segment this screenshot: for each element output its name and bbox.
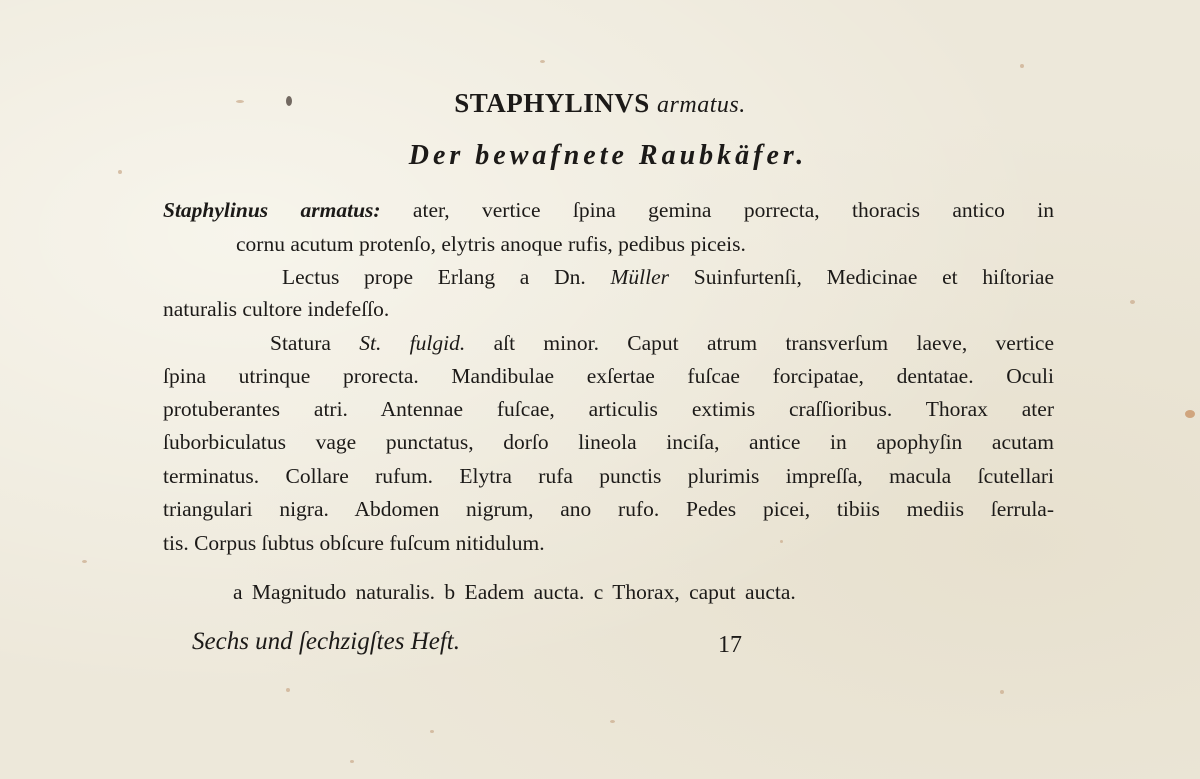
locality-line-2: naturalis cultore indefeſſo. [163, 297, 390, 321]
figure-legend: a Magnitudo naturalis. b Eadem aucta. c Thorax, caput aucta. [233, 580, 796, 604]
collector-name: Müller [610, 265, 670, 289]
german-title: Der bewafnete Raubkäfer. [408, 140, 808, 171]
description-line: ſuborbiculatus vage punctatus, dorſo lineola inciſa, antice in apophyſin acutam [163, 430, 1054, 454]
sheet-number: 17 [718, 632, 742, 658]
description-text-start: Statura [270, 331, 331, 355]
paper-speck [286, 688, 290, 692]
diagnosis-line-2: cornu acutum protenſo, elytris anoque rufis, pedibus piceis. [236, 232, 746, 256]
description-line: terminatus. Collare rufum. Elytra rufa punctis plurimis impreſſa, macula ſcutellari [163, 464, 1054, 488]
paper-speck [540, 60, 545, 63]
paper-speck [1130, 300, 1135, 304]
description-line: ſpina utrinque prorecta. Mandibulae exſertae fuſcae forcipatae, dentatae. Oculi [163, 364, 1054, 388]
paper-speck [82, 560, 87, 563]
locality-text-end: Suinfurtenſi, Medicinae et hiſtoriae [693, 265, 1055, 289]
paper-speck [1020, 64, 1024, 68]
diagnosis-text: ater, vertice ſpina gemina porrecta, thoracis antico in [412, 198, 1054, 222]
diagnosis-line-1 [163, 198, 1054, 223]
description-line: triangulari nigra. Abdomen nigrum, ano rufo. Pedes picei, tibiis mediis ſerrula- [163, 497, 1054, 521]
paper-speck [350, 760, 354, 763]
locality-text-start: Lectus prope Erlang a Dn. [282, 265, 586, 289]
paper-speck [610, 720, 615, 723]
description-line: protuberantes atri. Antennae fuſcae, articulis extimis craſſioribus. Thorax ater [163, 397, 1054, 421]
description-text-end: aſt minor. Caput atrum transverſum laeve, vertice [493, 331, 1055, 355]
locality-line-1 [282, 265, 1054, 290]
description-line-1 [270, 331, 1054, 356]
species-name: armatus. [657, 92, 746, 118]
paper-speck [430, 730, 434, 733]
description-last-line: tis. Corpus ſubtus obſcure fuſcum nitidulum. [163, 531, 545, 555]
reference-abbrev: St. fulgid. [359, 331, 466, 355]
paper-speck [780, 540, 783, 543]
species-heading [0, 88, 1200, 119]
paper-speck [1185, 410, 1195, 418]
genus-name: STAPHYLINVS [454, 88, 650, 118]
paper-speck [1000, 690, 1004, 694]
diagnosis-name: Staphylinus armatus: [163, 198, 381, 222]
signature-line: Sechs und ſechzigſtes Heft. [192, 628, 460, 655]
